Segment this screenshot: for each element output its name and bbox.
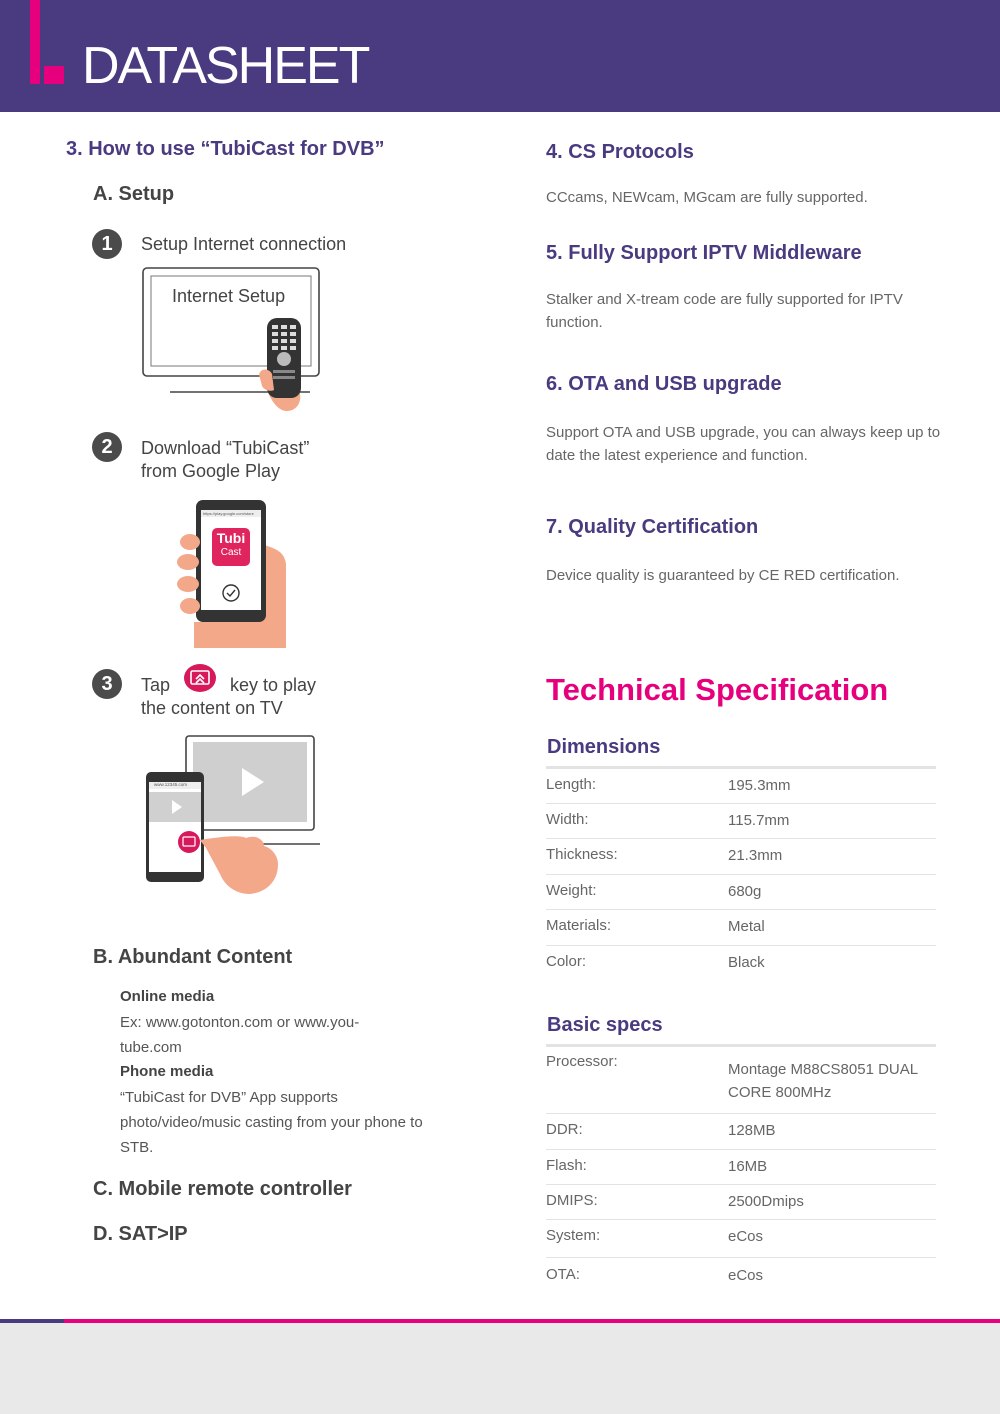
- step-1-text: Setup Internet connection: [141, 234, 347, 254]
- step-3-key-text: key to play: [230, 675, 317, 695]
- step-3-badge: 3: [92, 669, 122, 699]
- spec-label: DDR:: [546, 1121, 583, 1138]
- spec-label: System:: [546, 1227, 601, 1244]
- mobile-remote-heading: C. Mobile remote controller: [93, 1178, 352, 1200]
- iptv-middleware-heading: 5. Fully Support IPTV Middleware: [546, 242, 862, 264]
- spec-row-thickness: [546, 839, 936, 875]
- online-media-label: Online media: [120, 988, 215, 1005]
- spec-value: eCos: [728, 1267, 764, 1284]
- mobile-url: www.12345.com: [154, 782, 188, 787]
- spec-row-ddr: [546, 1114, 936, 1150]
- spec-row-system: [546, 1220, 936, 1258]
- how-to-use-heading: 3. How to use “TubiCast for DVB”: [66, 138, 385, 160]
- spec-row-flash: [546, 1150, 936, 1185]
- spec-value: Montage M88CS8051 DUAL CORE 800MHz: [728, 1061, 918, 1101]
- tubicast-icon-title: Tubi: [216, 530, 246, 546]
- quality-certification-heading: 7. Quality Certification: [546, 516, 759, 538]
- spec-value: 2500Dmips: [728, 1193, 804, 1210]
- step-2-badge: 2: [92, 432, 122, 462]
- logo-square: [44, 66, 64, 84]
- cast-icon: [183, 663, 217, 693]
- spec-label: Weight:: [546, 882, 597, 899]
- cast-to-tv-illustration: [144, 734, 320, 898]
- step-2-line-2: from Google Play: [141, 461, 281, 481]
- basic-specs-heading: Basic specs: [547, 1014, 663, 1036]
- sat-ip-heading: D. SAT>IP: [93, 1223, 188, 1245]
- spec-value: 680g: [728, 883, 762, 900]
- spec-label: Processor:: [546, 1053, 618, 1070]
- spec-value: 16MB: [728, 1158, 768, 1175]
- tv-remote-illustration: [140, 266, 330, 416]
- quality-certification-text: Device quality is guaranteed by CE RED certification.: [546, 567, 900, 584]
- spec-value: Black: [728, 954, 765, 971]
- spec-row-processor: [546, 1047, 936, 1114]
- step-2-line-1: Download “TubiCast”: [141, 438, 310, 458]
- spec-label: DMIPS:: [546, 1192, 598, 1209]
- cs-protocols-text: CCcams, NEWcam, MGcam are fully supported.: [546, 189, 868, 206]
- spec-label: Length:: [546, 776, 597, 793]
- spec-label: Color:: [546, 953, 587, 970]
- footer-band: [0, 1323, 1000, 1414]
- spec-value: eCos: [728, 1228, 764, 1245]
- spec-row-dmips: [546, 1185, 936, 1220]
- spec-row-weight: [546, 875, 936, 910]
- dimensions-heading: Dimensions: [547, 736, 661, 758]
- page-title: DATASHEET: [82, 37, 369, 95]
- ota-usb-text: Support OTA and USB upgrade, you can always keep up to date the latest experience and function.: [546, 424, 941, 464]
- tubicast-icon-subtitle: Cast: [220, 547, 242, 558]
- abundant-content-heading: B. Abundant Content: [93, 946, 293, 968]
- spec-row-ota: [546, 1258, 936, 1294]
- step-3-tap: Tap: [141, 675, 171, 695]
- step-3-line-2: the content on TV: [141, 698, 283, 718]
- spec-label: OTA:: [546, 1266, 580, 1283]
- spec-label: Materials:: [546, 917, 612, 934]
- technical-specification-title: Technical Specification: [546, 672, 889, 707]
- spec-value: 128MB: [728, 1122, 776, 1139]
- browser-url: https://play.google.com/store: [203, 511, 254, 516]
- spec-row-materials: [546, 910, 936, 946]
- spec-value: Metal: [728, 918, 765, 935]
- spec-value: 21.3mm: [728, 847, 783, 864]
- spec-value: 115.7mm: [728, 812, 790, 829]
- phone-media-label: Phone media: [120, 1063, 214, 1080]
- iptv-middleware-text: Stalker and X-tream code are fully supported for IPTV function.: [546, 291, 903, 331]
- spec-value: 195.3mm: [728, 777, 791, 794]
- spec-row-color: [546, 946, 936, 981]
- logo-bar: [30, 0, 40, 84]
- spec-label: Flash:: [546, 1157, 587, 1174]
- spec-label: Thickness:: [546, 846, 618, 863]
- step-1-badge: 1: [92, 229, 122, 259]
- phone-app-illustration: [176, 498, 290, 650]
- cs-protocols-heading: 4. CS Protocols: [546, 141, 694, 163]
- spec-row-length: [546, 769, 936, 804]
- internet-setup-label: Internet Setup: [172, 286, 286, 306]
- header-banner: [0, 0, 1000, 112]
- ota-usb-heading: 6. OTA and USB upgrade: [546, 373, 782, 395]
- spec-label: Width:: [546, 811, 589, 828]
- setup-heading: A. Setup: [93, 183, 175, 205]
- spec-row-width: [546, 804, 936, 839]
- phone-media-text: “TubiCast for DVB” App supports photo/video/music casting from your phone to STB.: [120, 1089, 423, 1156]
- online-media-text: Ex: www.gotonton.com or www.you-tube.com: [120, 1014, 360, 1056]
